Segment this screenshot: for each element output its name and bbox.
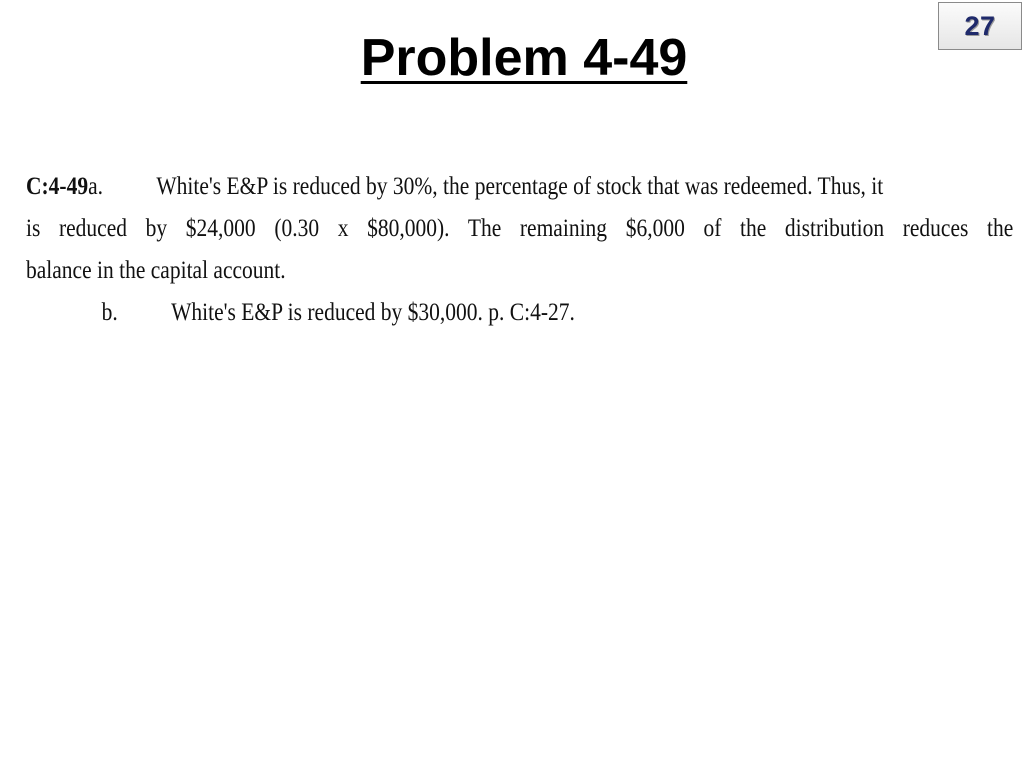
part-a-text-line-3: balance in the capital account. <box>26 257 286 284</box>
problem-reference: C:4-49 <box>26 173 89 200</box>
part-a-line-2 <box>26 208 1013 250</box>
part-a-line-3 <box>26 250 876 292</box>
part-b-label: b. <box>101 299 118 326</box>
part-a-text-line-2: is reduced by $24,000 (0.30 x $80,000). The remaining $6,000 of the distribution reduces the <box>26 215 1014 242</box>
part-a-text-line-1: White's E&P is reduced by 30%, the percentage of stock that was redeemed. Thus, it <box>156 173 884 200</box>
slide-title-text: Problem 4-49 <box>360 29 688 87</box>
part-b-line <box>26 292 876 334</box>
slide-title <box>0 26 1024 90</box>
page-number: 27 <box>964 10 996 41</box>
solution-text-image <box>26 166 1014 334</box>
part-a-label: a. <box>88 173 104 200</box>
part-a-line-1 <box>26 166 884 208</box>
part-b-text: White's E&P is reduced by $30,000. p. C:4-27. <box>171 299 575 326</box>
